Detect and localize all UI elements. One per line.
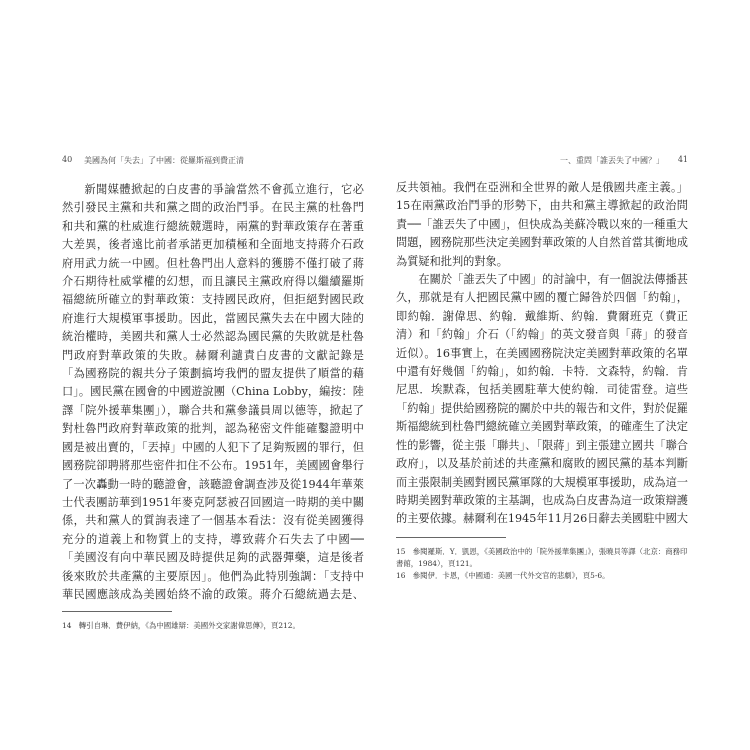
right-footnote-rule	[396, 537, 506, 538]
right-page-number: 41	[677, 155, 688, 164]
footnote-16: 16 參閱伊．卡恩，《中國通：美國一代外交官的悲劇》，頁5-6。	[396, 571, 610, 580]
right-paragraph-1: 反共領袖。我們在亞洲和全世界的敵人是俄國共產主義。」15在兩黨政治鬥爭的形勢下，由共和黨主導掀起的政治問責──「誰丟失了中國」，但快成為美蘇冷戰以來的一種重大問題，國務院那些決定美國對華政策的人自然首當其衝地成為質疑和批判的對象。	[396, 181, 688, 268]
left-page	[62, 155, 364, 632]
right-running-title: 一、重問「誰丟失了中國？」	[560, 156, 664, 165]
right-page	[396, 155, 688, 582]
right-page-header	[396, 155, 688, 171]
right-paragraph-2: 在關於「誰丟失了中國」的討論中，有一個說法傳播甚久，那就是有人把國民黨中國的覆亡歸咎於四個「約翰」，即約翰．謝偉思、約翰．戴維斯、約翰．費爾班克（費正清）和「約翰」介石（「約翰」的英文發音與「蔣」的發音近似）。16事實上，在美國國務院決定美國對華政策的名單中還有好幾個「約翰」，如約翰．卡特．文森特，約翰．肯尼思．埃默森，包括美國駐華大使約翰．司徒雷登。這些「約翰」提供給國務院的關於中共的報告和文件，對於促羅斯福總統到杜魯門總統確立美國對華政策，的確產生了決定性的影響，從主張「聯共」、「限蔣」到主張建立國共「聯合政府」，以及基於前述的共產黨和腐敗的國民黨的基本判斷而主張限制美國對國民黨軍隊的大規模軍事援助，成為這一時期美國對華政策的主基調，也成為白皮書為這一政策辯護的主要依據。赫爾利在1945年11月26日辭去美國駐中國大	[396, 273, 688, 526]
right-footnotes	[396, 546, 688, 582]
right-body-text	[396, 179, 688, 527]
left-page-number: 40	[62, 155, 73, 164]
footnote-14: 14 轉引自琳．費伊納，《為中國雄辯：美國外交家謝偉思傳》，頁212。	[62, 621, 300, 630]
left-body-text	[62, 181, 364, 601]
left-paragraph-1: 新聞媒體掀起的白皮書的爭論當然不會孤立進行，它必然引發民主黨和共和黨之間的政治鬥爭。在民主黨的杜魯門和共和黨的杜威進行總統競選時，兩黨的對華政策存在著重大差異，後者遠比前者承諾更加積極和全面地支持蔣介石政府用武力統一中國。但杜魯門出人意料的獲勝不僅打破了蔣介石期待杜威掌權的幻想，而且讓民主黨政府得以繼續羅斯福總統所確立的對華政策：支持國民政府，但拒絕對國民政府進行大規模軍事援助。因此，當國民黨失去在中國大陸的統治權時，美國共和黨人士必然認為國民黨的失敗就是杜魯門政府對華政策的失敗。赫爾利譴責白皮書的文獻記錄是「為國務院的親共分子策劃搞垮我們的盟友提供了順當的藉口」。國民黨在國會的中國遊說團（China Lobby，編按：陸譯「院外援華集團」），聯合共和黨參議員周以德等，掀起了對杜魯門政府對華政策的批判，認為秘密文件能確鑿證明中國是被出賣的，「丟掉」中國的人犯下了足夠叛國的罪行，但國務院卻聘將那些密件扣住不公布。1951年，美國國會舉行了一次轟動一時的聽證會，該聽證會調查涉及從1944年華萊士代表團訪華到1951年麥克阿瑟被召回國這一時期的美中關係，共和黨人的質詢表達了一個基本看法：沒有從美國獲得充分的道義上和物質上的支持，導致蔣介石失去了中國──「美國沒有向中華民國及時提供足夠的武器彈藥，這是後者後來敗於共產黨的主要原因」。他們為此特別強調：「支持中華民國應該成為美國始終不渝的政策。蔣介石總統過去是、	[62, 183, 364, 601]
left-footnote-rule	[62, 611, 172, 612]
left-page-header	[62, 155, 364, 171]
left-footnotes	[62, 620, 364, 632]
left-running-title: 美國為何「失去」了中國：從羅斯福到費正清	[84, 156, 244, 165]
footnote-15: 15 參閱羅斯．Y．凱恩，《美國政治中的「院外援華集團」》，張曉貝等譯（北京：商務印書館，1984），頁121。	[396, 547, 688, 568]
